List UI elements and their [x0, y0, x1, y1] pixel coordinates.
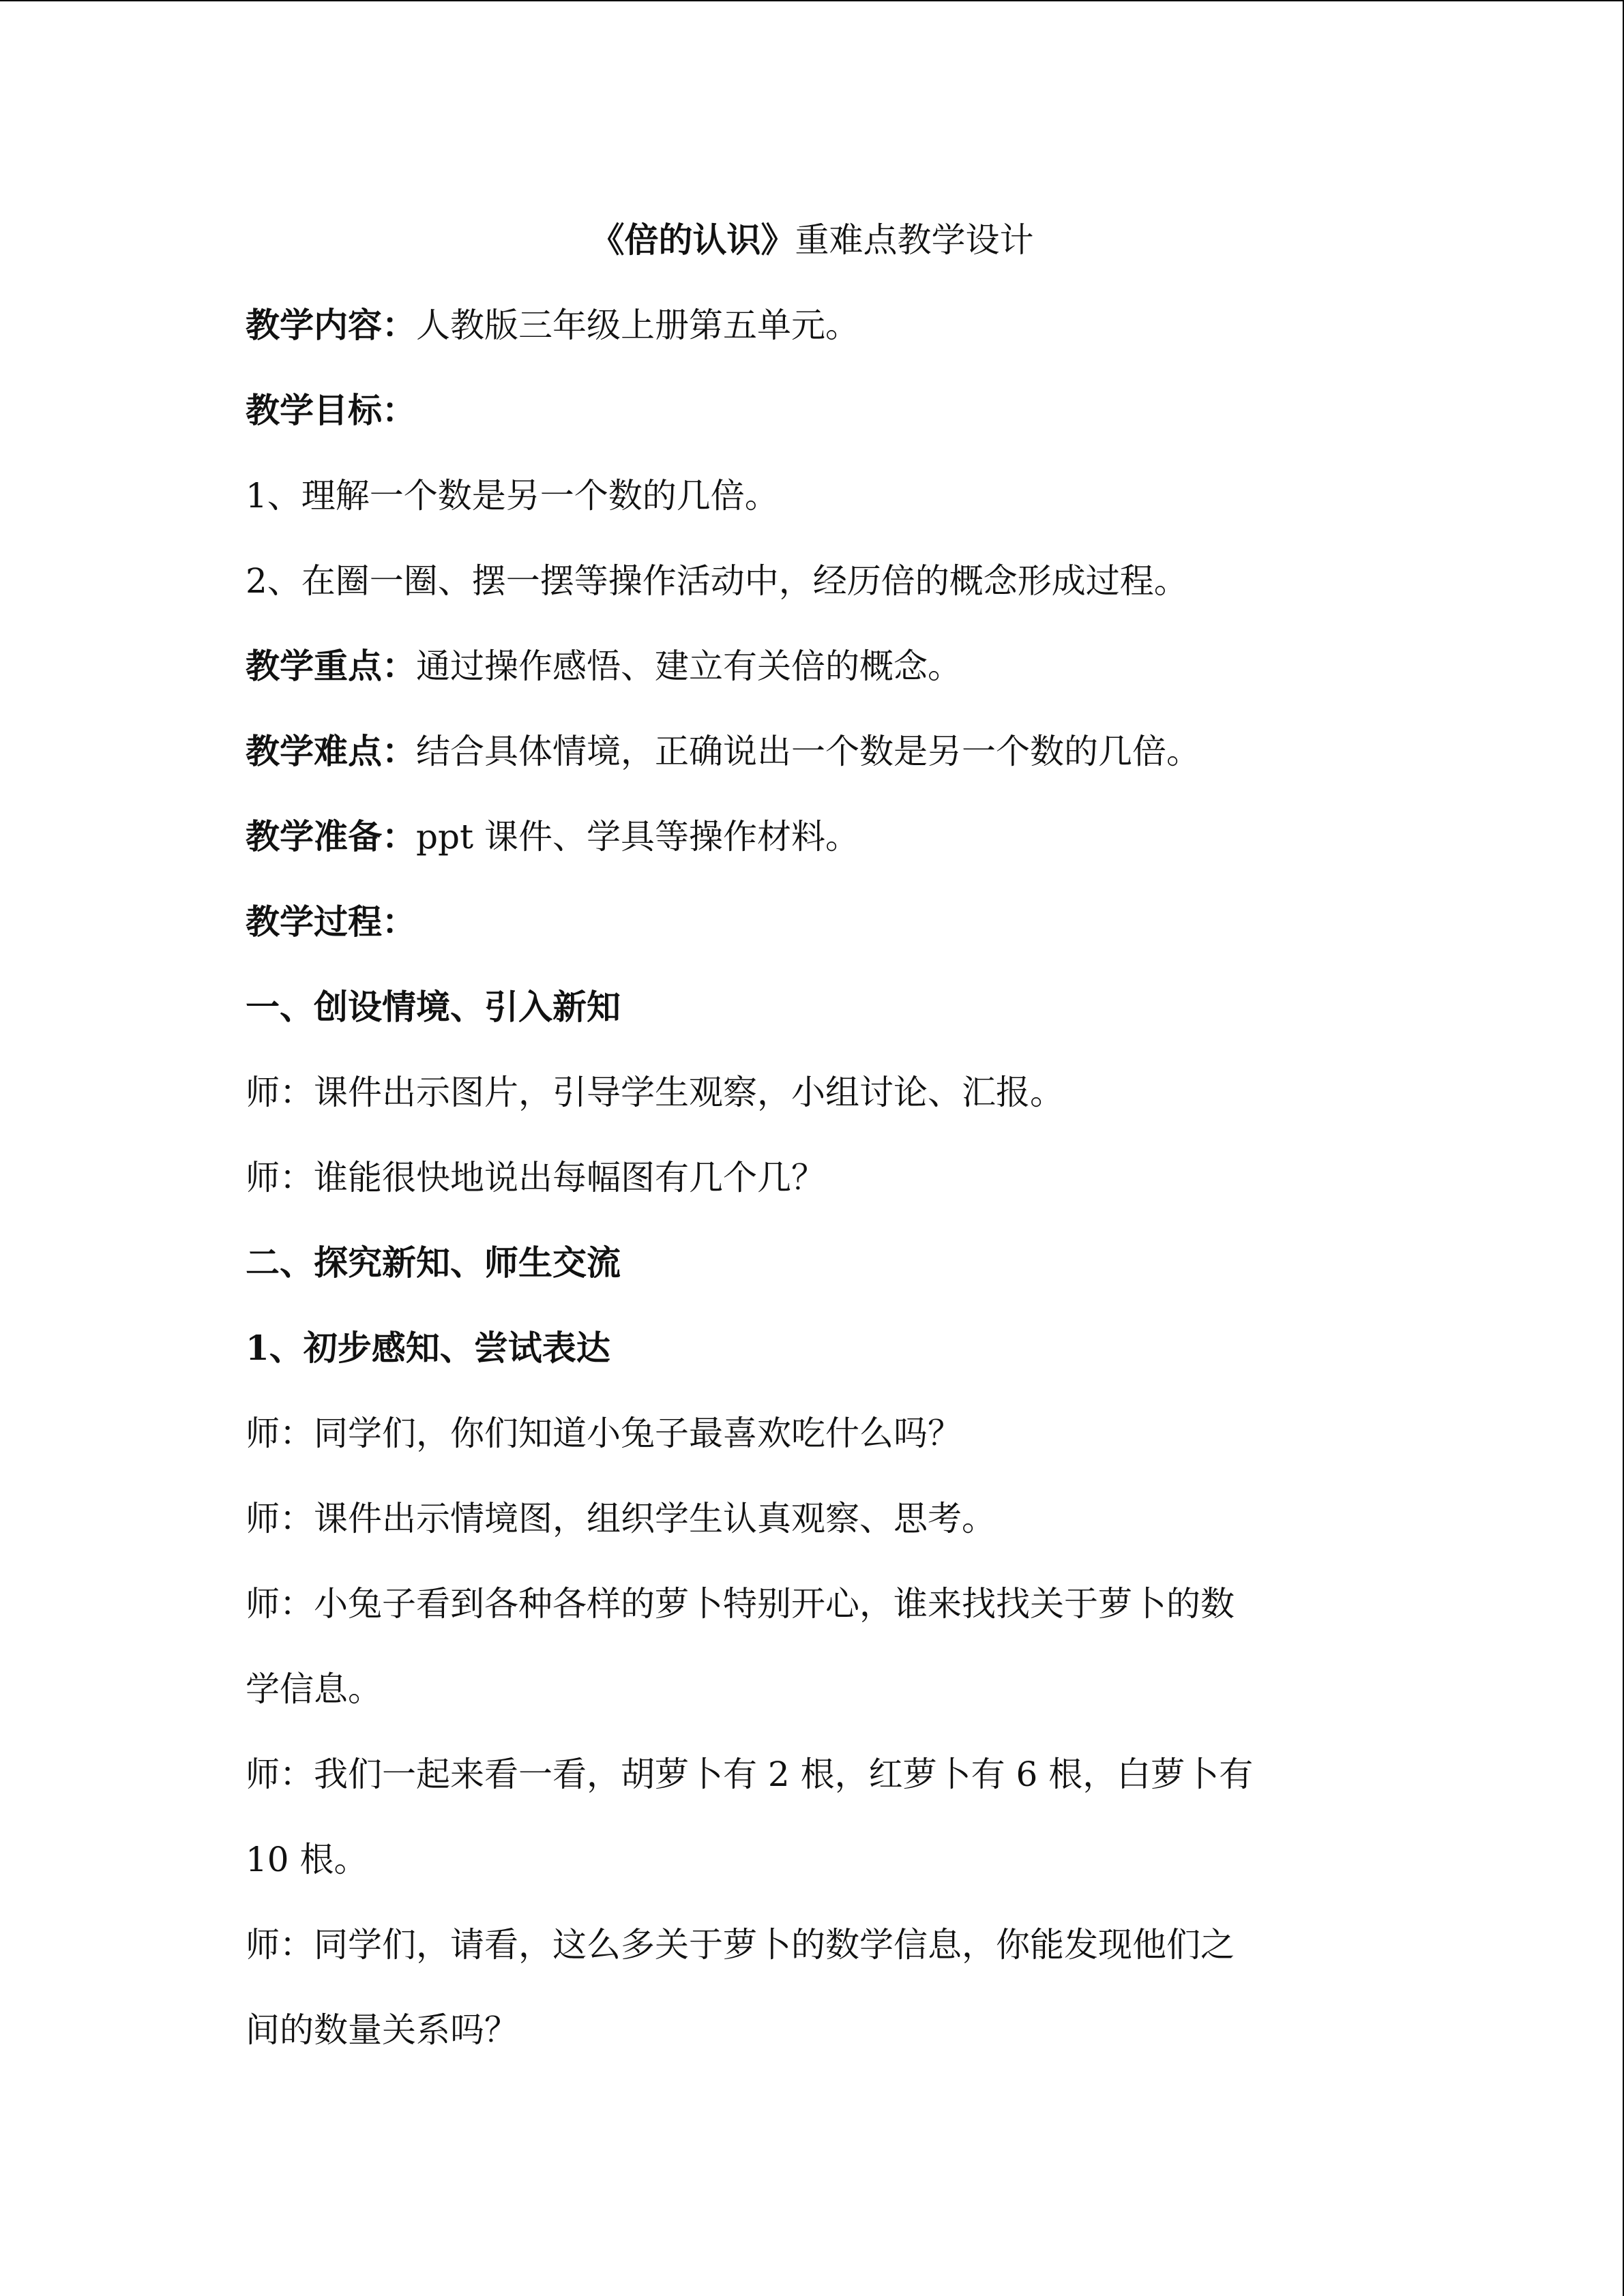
line-label: 教学内容：: [246, 305, 416, 345]
line-text: 师：课件出示图片，引导学生观察，小组讨论、汇报。: [246, 1073, 1064, 1112]
line-text: 师：同学们，请看，这么多关于萝卜的数学信息，你能发现他们之: [246, 1925, 1235, 1965]
line-text: 师：同学们，你们知道小兔子最喜欢吃什么吗？: [246, 1414, 962, 1453]
line-label: 二、探究新知、师生交流: [246, 1242, 621, 1283]
section-1-heading: [246, 980, 621, 1034]
line-text: 师：我们一起来看一看，胡萝卜有 2 根，红萝卜有 6 根，白萝卜有: [246, 1755, 1254, 1794]
paragraph-line: [246, 1662, 382, 1716]
line-text: 通过操作感悟、建立有关倍的概念。: [416, 646, 962, 686]
line-text: 师：小兔子看到各种各样的萝卜特别开心，谁来找找关于萝卜的数: [246, 1584, 1235, 1624]
line-text: 人教版三年级上册第五单元。: [416, 305, 859, 345]
subsection-1-heading: [246, 1321, 610, 1375]
document-title: [0, 213, 1624, 267]
teaching-content-line: [246, 298, 859, 353]
paragraph-line: [246, 1747, 1253, 1802]
line-label: 一、创设情境、引入新知: [246, 987, 621, 1027]
line-label: 教学准备：: [246, 816, 416, 856]
paragraph-line: [246, 1406, 962, 1461]
title-rest-part: 重难点教学设计: [795, 220, 1034, 260]
line-text: 1、理解一个数是另一个数的几倍。: [246, 476, 779, 516]
teaching-process-heading: [246, 895, 416, 949]
line-text: 2、在圈一圈、摆一摆等操作活动中，经历倍的概念形成过程。: [246, 561, 1188, 601]
paragraph-line: [246, 1832, 368, 1887]
paragraph-line: [246, 1577, 1235, 1631]
line-label: 教学难点：: [246, 731, 416, 771]
line-label: 教学重点：: [246, 646, 416, 686]
line-text: 师：谁能很快地说出每幅图有几个几？: [246, 1158, 825, 1197]
line-text: ppt 课件、学具等操作材料。: [416, 817, 859, 856]
line-text: 学信息。: [246, 1669, 382, 1709]
goal-item-2: [246, 554, 1188, 608]
goal-item-1: [246, 468, 779, 523]
section-2-heading: [246, 1236, 621, 1290]
paragraph-line: [246, 1065, 1064, 1120]
line-text: 结合具体情境，正确说出一个数是另一个数的几倍。: [416, 732, 1200, 771]
paragraph-line: [246, 1918, 1235, 1972]
teaching-preparation-line: [246, 809, 859, 864]
line-label: 1、初步感知、尝试表达: [246, 1328, 610, 1368]
paragraph-line: [246, 1491, 996, 1546]
teaching-difficulty-line: [246, 724, 1200, 779]
line-label: 教学目标：: [246, 390, 416, 430]
line-text: 师：课件出示情境图，组织学生认真观察、思考。: [246, 1499, 996, 1538]
line-text: 10 根。: [246, 1840, 368, 1879]
teaching-goals-heading: [246, 383, 416, 438]
line-text: 间的数量关系吗？: [246, 2010, 518, 2050]
paragraph-line: [246, 2003, 518, 2057]
line-label: 教学过程：: [246, 901, 416, 942]
title-bold-part: 《倍的认识》: [590, 220, 795, 260]
paragraph-line: [246, 1150, 825, 1205]
teaching-key-point-line: [246, 639, 962, 694]
